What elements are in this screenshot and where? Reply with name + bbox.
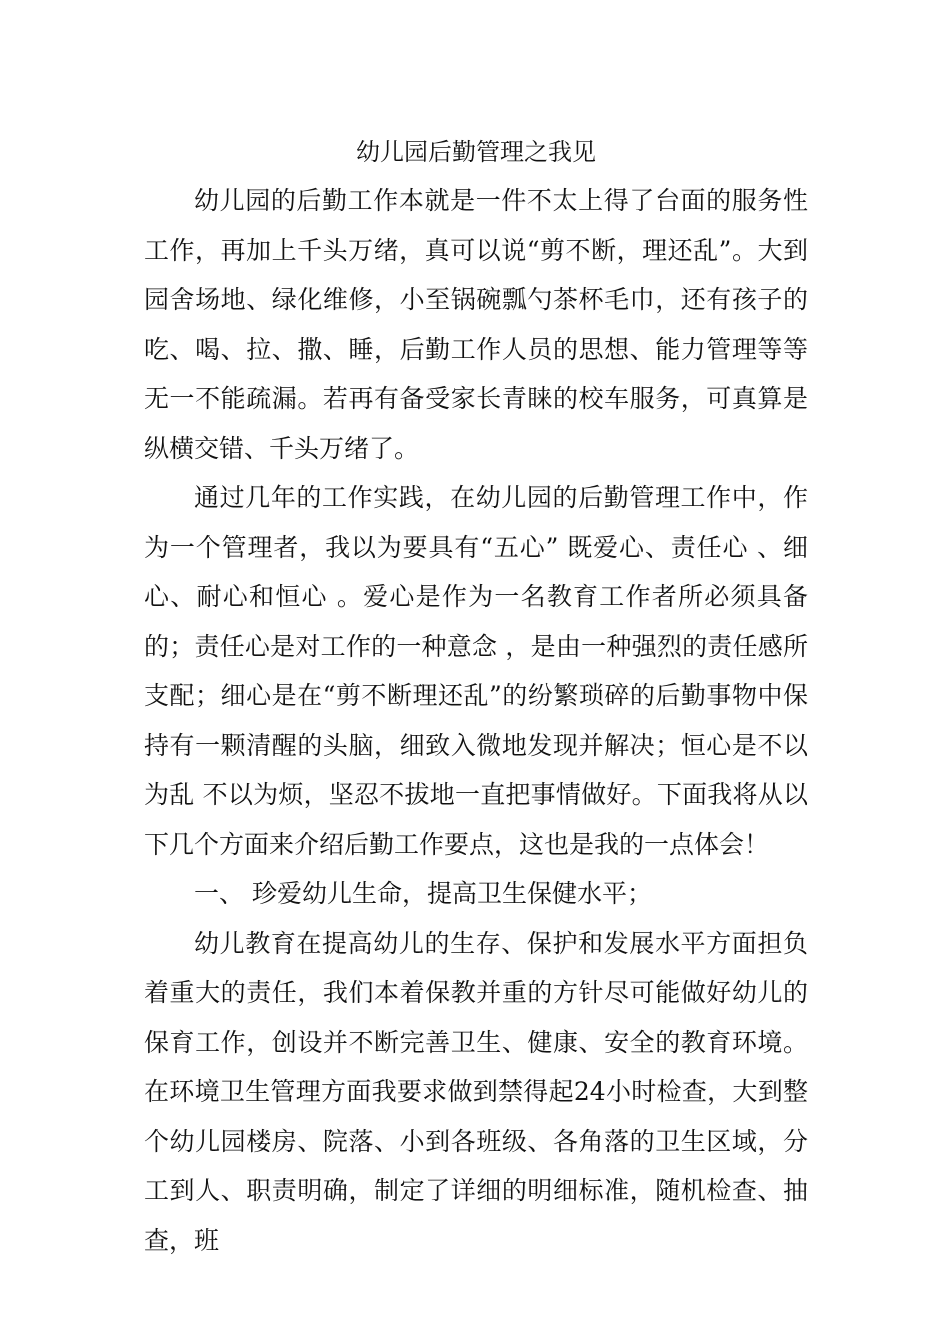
document-title: 幼儿园后勤管理之我见 — [356, 138, 596, 166]
paragraph-health-care: 幼儿教育在提高幼儿的生存、保护和发展水平方面担负着重大的责任，我们本着保教并重的方针尽可能做好幼儿的保育工作，创设并不断完善卫生、健康、安全的教育环境。在环境卫生管理方面我要求做到禁得起24小时检查，大到整个幼儿园楼房、院落、小到各班级、各角落的卫生区域，分工到人、职责明确，制定了详细的明细标准，随机检查、抽查，班 — [144, 928, 808, 1255]
paragraph-intro: 幼儿园的后勤工作本就是一件不太上得了台面的服务性工作，再加上千头万绪，真可以说“剪不断，理还乱”。大到园舍场地、绿化维修，小至锅碗瓢勺茶杯毛巾，还有孩子的吃、喝、拉、撒、睡，后勤工作人员的思想、能力管理等等无一不能疏漏。若再有备受家长青睐的校车服务，可真算是纵横交错、千头万绪了。 — [144, 186, 808, 463]
section-heading-1: 一、 珍爱幼儿生命，提高卫生保健水平； — [194, 879, 652, 908]
document-body — [144, 128, 808, 1265]
paragraph-five-hearts: 通过几年的工作实践，在幼儿园的后勤管理工作中，作为一个管理者，我以为要具有“五心” 既爱心、责任心 、细心、耐心和恒心 。爱心是作为一名教育工作者所必须具备的；责任心是对工作的一种意念 ，是由一种强烈的责任感所支配；细心是在“剪不断理还乱”的纷繁琐碎的后勤事物中保持有一颗清醒的头脑，细致入微地发现并解决；恒心是不以为乱 不以为烦，坚忍不拔地一直把事情做好。下面我将从以下几个方面来介绍后勤工作要点，这也是我的一点体会！ — [144, 483, 808, 859]
